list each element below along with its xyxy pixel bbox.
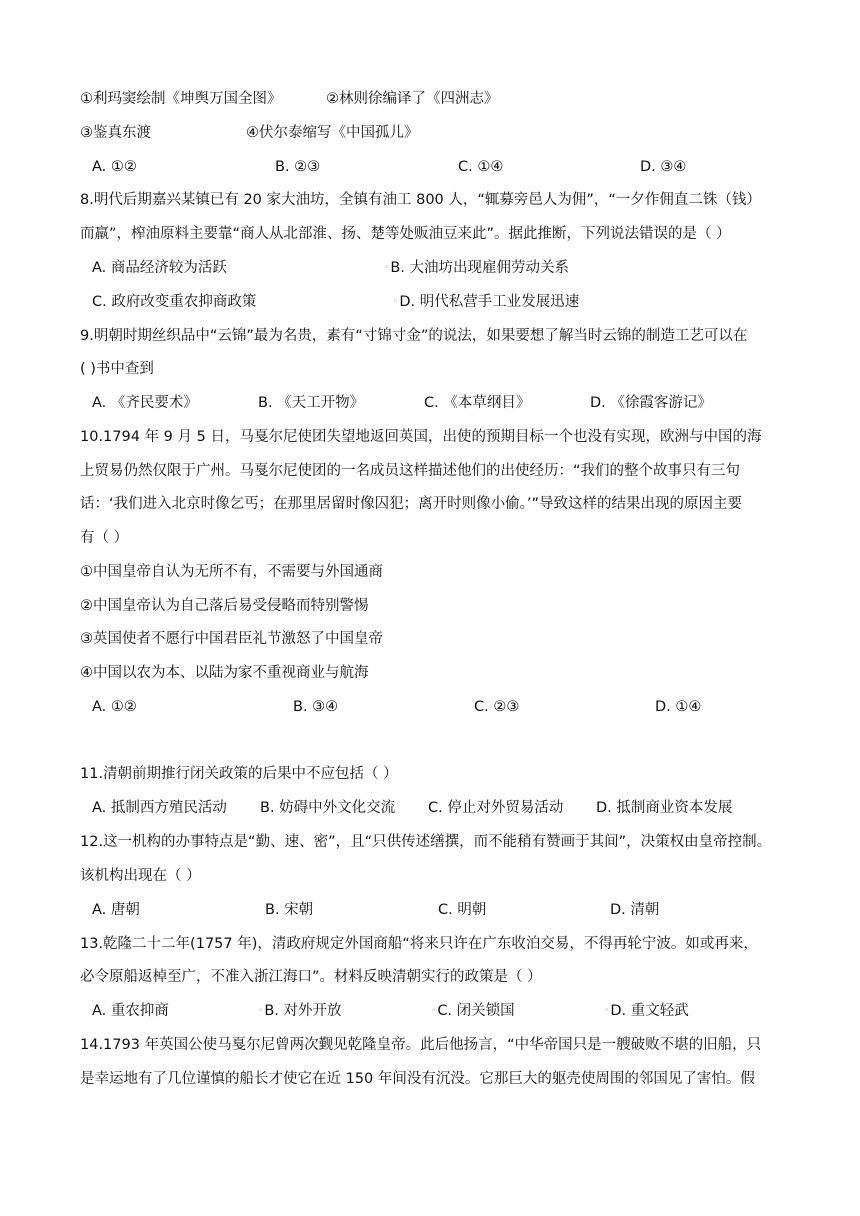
- q8-option-d-text: D. 明代私营手工业发展迅速: [399, 294, 580, 310]
- q10-item-1: ①中国皇帝自认为无所不有，不需要与外国通商: [80, 564, 383, 580]
- q12-option-d: D. 清朝: [610, 902, 660, 918]
- q7-option-a: A. ①②: [92, 159, 137, 175]
- q9-option-b: B. 《天工开物》: [258, 395, 365, 411]
- q9-option-a: A. 《齐民要术》: [92, 395, 198, 411]
- q8-option-a: A. 商品经济较为活跃: [92, 260, 227, 276]
- q10-option-d: D. ①④: [655, 699, 702, 715]
- q8-option-c: C. 政府改变重农抑商政策: [92, 294, 257, 310]
- q13-stem-line-1: 13.乾隆二十二年(1757 年)，清政府规定外国商船“将来只许在广东收泊交易，不得再轮宁波。如或再来，: [80, 936, 758, 952]
- q13-option-d: [604, 1001, 689, 1021]
- q13-option-b-text: B. 对外开放: [264, 1003, 342, 1019]
- q10-option-a: A. ①②: [92, 699, 137, 715]
- q12-option-c: C. 明朝: [438, 902, 487, 918]
- q10-option-c: C. ②③: [474, 699, 520, 715]
- q12-stem-line-2: 该机构出现在（ ）: [80, 868, 201, 884]
- q10-stem-line-1: 10.1794 年 9 月 5 日，马戛尔尼使团失望地返回英国，出使的预期目标一个也没有实现，欧洲与中国的海: [80, 429, 762, 445]
- q10-option-b: B. ③④: [293, 699, 339, 715]
- q8-option-b-text: B. 大油坊出现雇佣劳动关系: [390, 260, 569, 276]
- q12-option-b: B. 宋朝: [265, 902, 314, 918]
- q10-item-2: ②中国皇帝认为自己落后易受侵略而特别警惕: [80, 598, 369, 614]
- q11-option-b: B. 妨碍中外文化交流: [260, 800, 396, 816]
- q9-stem-line-2: ( )书中查到: [80, 361, 154, 377]
- q7-item-1: ①利玛窦绘制《坤舆万国全图》: [80, 91, 282, 107]
- marker-dot: ◦: [604, 1006, 610, 1016]
- q8-stem-line-2: 而羸”，榨油原料主要靠“商人从北部淮、扬、楚等处贩油豆来此”。据此推断，下列说法错误的是（ ）: [80, 226, 731, 242]
- q7-option-d: D. ③④: [640, 159, 687, 175]
- q8-option-d: [393, 292, 579, 312]
- q8-option-b: [384, 258, 569, 278]
- q12-stem-line-1: 12.这一机构的办事特点是“勤、速、密”，且“只供传述缮撰，而不能稍有赞画于其间”，决策权由皇帝控制。: [80, 834, 772, 850]
- q13-option-c: [431, 1001, 515, 1021]
- q7-item-4: ④伏尔泰缩写《中国孤儿》: [246, 125, 419, 141]
- q11-option-a: A. 抵制西方殖民活动: [92, 800, 227, 816]
- q7-option-c: C. ①④: [458, 159, 504, 175]
- q9-stem-line-1: 9.明朝时期丝织品中“云锦”最为名贵，素有“寸锦寸金”的说法，如果要想了解当时云锦的制造工艺可以在: [80, 328, 748, 344]
- q10-item-4: ④中国以农为本、以陆为家不重视商业与航海: [80, 665, 369, 681]
- q11-stem-line-1: 11.清朝前期推行闭关政策的后果中不应包括（ ）: [80, 766, 398, 782]
- q8-stem-line-1: 8.明代后期嘉兴某镇已有 20 家大油坊，全镇有油工 800 人，“辄募旁邑人为佣”，“一夕作佣直二铢（钱）: [80, 192, 761, 208]
- q14-stem-line-1: 14.1793 年英国公使马戛尔尼曾两次觐见乾隆皇帝。此后他扬言，“中华帝国只是一艘破败不堪的旧船，只: [80, 1037, 762, 1053]
- q7-item-2: ②林则徐编译了《四洲志》: [326, 91, 499, 107]
- q13-stem-line-2: 必令原船返棹至广，不准入浙江海口”。材料反映清朝实行的政策是（ ）: [80, 969, 542, 985]
- q11-option-c: C. 停止对外贸易活动: [428, 800, 564, 816]
- q13-option-d-text: D. 重文轻武: [610, 1003, 689, 1019]
- q10-stem-line-3: 话：‘我们进入北京时像乞丐；在那里居留时像囚犯；离开时则像小偷。’”导致这样的结果出现的原因主要: [80, 496, 742, 512]
- q14-stem-line-2: 是幸运地有了几位谨慎的船长才使它在近 150 年间没有沉没。它那巨大的躯壳使周围的邻国见了害怕。假: [80, 1071, 755, 1087]
- q10-stem-line-2: 上贸易仍然仅限于广州。马戛尔尼使团的一名成员这样描述他们的出使经历：“我们的整个故事只有三句: [80, 463, 741, 479]
- q7-item-3: ③鉴真东渡: [80, 125, 151, 141]
- q13-option-a: A. 重农抑商: [92, 1003, 169, 1019]
- q9-option-c: C. 《本草纲目》: [424, 395, 531, 411]
- marker-dot: ◦: [431, 1006, 437, 1016]
- marker-dot: ◦: [384, 263, 390, 273]
- q7-option-b: B. ②③: [275, 159, 321, 175]
- q13-option-b: [258, 1001, 341, 1021]
- q11-option-d: D. 抵制商业资本发展: [596, 800, 733, 816]
- q9-option-d: D. 《徐霞客游记》: [590, 395, 712, 411]
- marker-dot: ◦: [258, 1006, 264, 1016]
- q13-option-c-text: C. 闭关锁国: [437, 1003, 515, 1019]
- q10-stem-line-4: 有（ ）: [80, 530, 129, 546]
- marker-dot: ◦: [393, 297, 399, 307]
- q12-option-a: A. 唐朝: [92, 902, 140, 918]
- q10-item-3: ③英国使者不愿行中国君臣礼节激怒了中国皇帝: [80, 631, 383, 647]
